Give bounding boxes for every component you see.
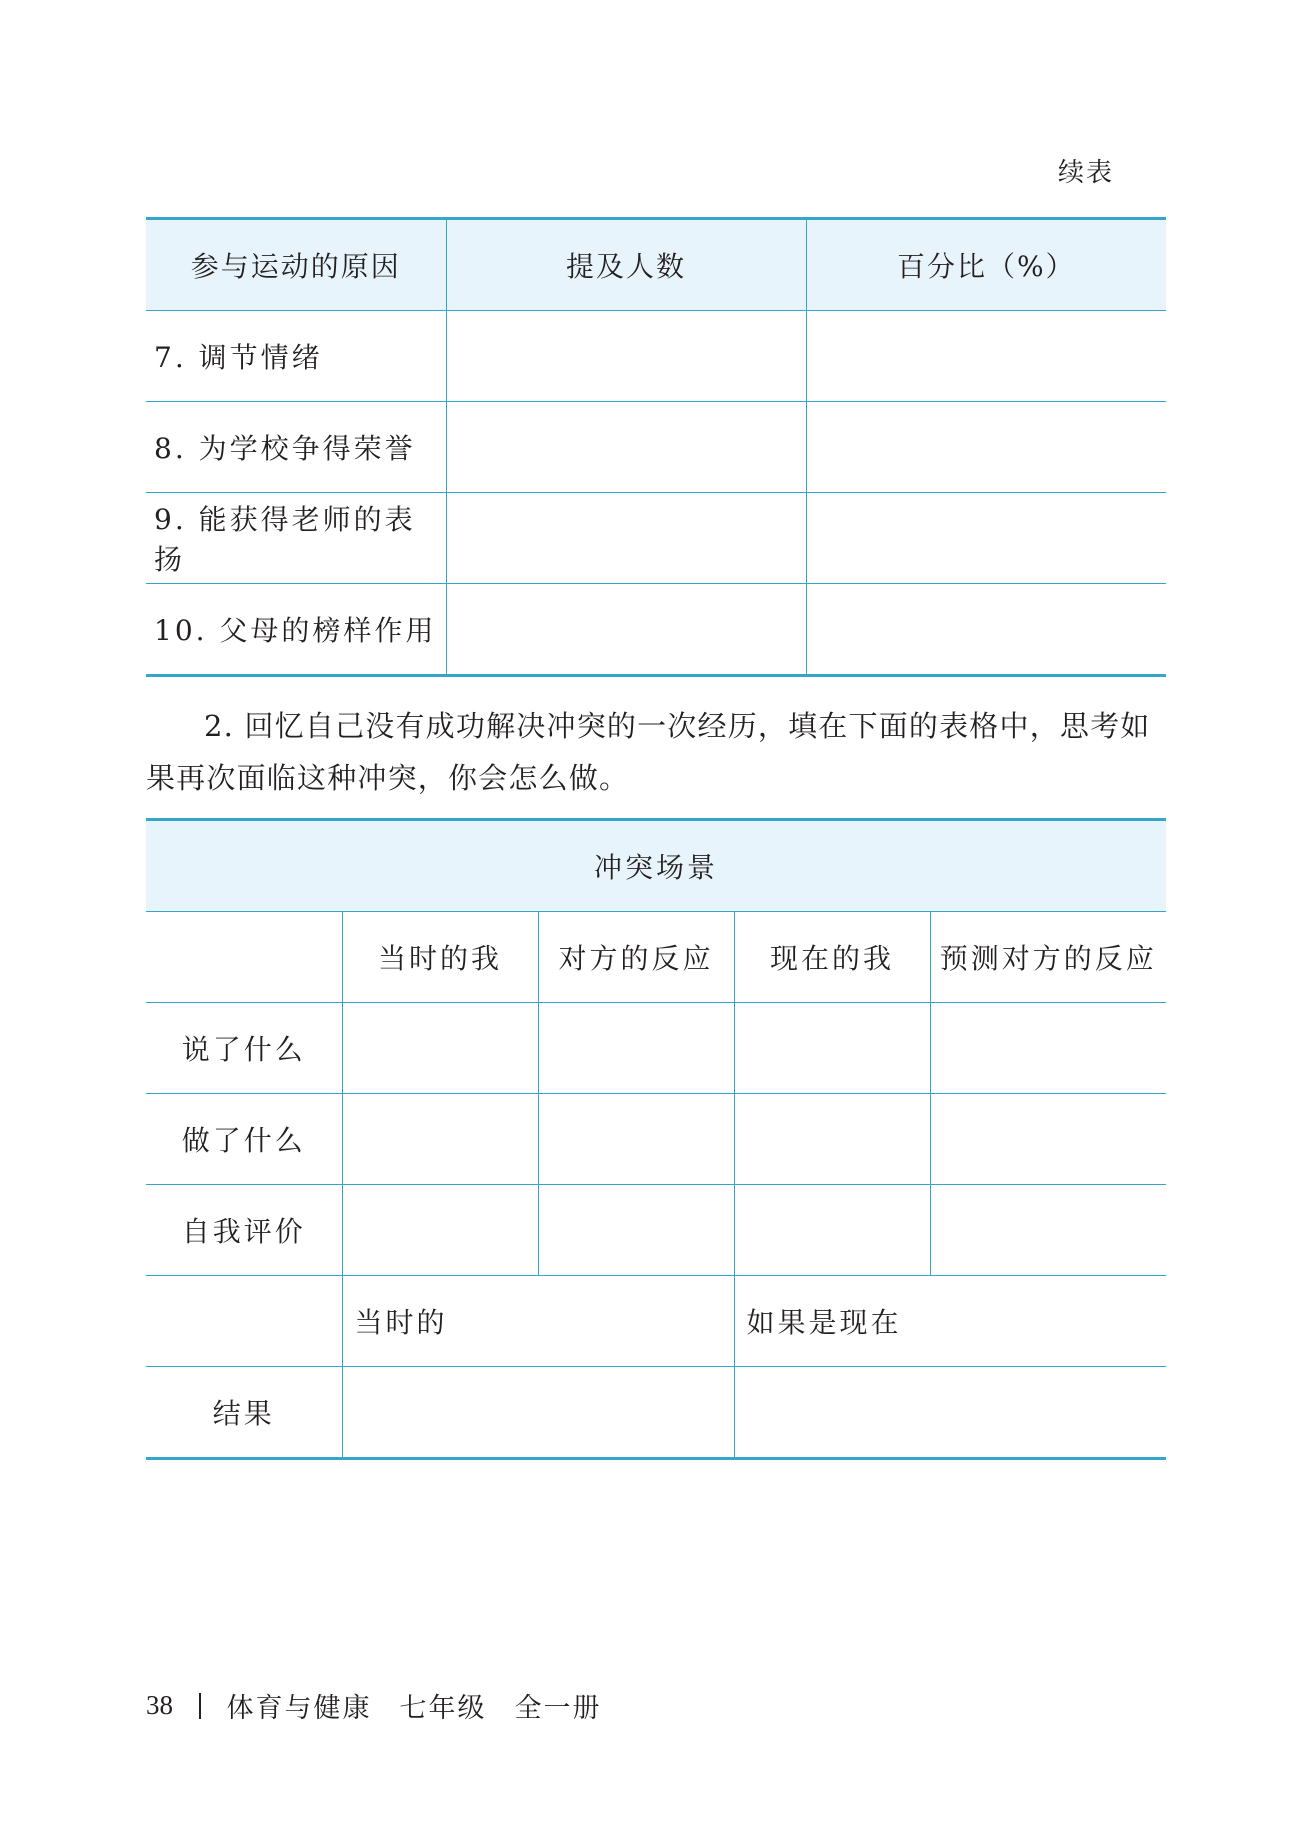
row-label-said: 说了什么 [146,1003,342,1094]
table-row [146,1094,1166,1185]
column-header-other-reaction: 对方的反应 [538,912,734,1003]
row-label-self-evaluation: 自我评价 [146,1185,342,1276]
count-cell[interactable] [446,402,806,493]
table-row [146,1003,1166,1094]
reason-cell: 7. 调节情绪 [146,311,446,402]
blank-cell[interactable] [538,1094,734,1185]
table-header-row [146,219,1166,311]
table-row [146,493,1166,584]
count-cell[interactable] [446,311,806,402]
outcome-header-then: 当时的 [342,1276,734,1367]
header-reason: 参与运动的原因 [146,219,446,311]
reason-cell: 9. 能获得老师的表扬 [146,493,446,584]
header-count: 提及人数 [446,219,806,311]
page-footer [146,1686,602,1725]
corner-cell [146,912,342,1003]
exercise-reasons-table [146,217,1166,677]
percent-cell[interactable] [806,402,1166,493]
reason-cell: 8. 为学校争得荣誉 [146,402,446,493]
table-row [146,1367,1166,1459]
blank-cell[interactable] [538,1003,734,1094]
page-number: 38 [146,1690,173,1720]
row-label-did: 做了什么 [146,1094,342,1185]
blank-cell[interactable] [538,1185,734,1276]
count-cell[interactable] [446,493,806,584]
outcome-header-row [146,1276,1166,1367]
exercise-instruction-paragraph: 2. 回忆自己没有成功解决冲突的一次经历，填在下面的表格中，思考如果再次面临这种冲突，你会怎么做。 [146,709,1151,795]
footer-divider [199,1693,201,1719]
header-percent: 百分比（%） [806,219,1166,311]
blank-cell[interactable] [930,1185,1166,1276]
column-header-me-then: 当时的我 [342,912,538,1003]
percent-cell[interactable] [806,493,1166,584]
blank-label-cell [146,1276,342,1367]
conflict-scene-table [146,818,1166,1460]
blank-cell[interactable] [930,1094,1166,1185]
percent-cell[interactable] [806,311,1166,402]
blank-cell[interactable] [734,1094,930,1185]
book-grade: 七年级 [399,1693,487,1724]
table-row [146,311,1166,402]
table-row [146,402,1166,493]
continued-table-label: 续表 [1058,158,1115,188]
column-header-predicted-reaction: 预测对方的反应 [930,912,1166,1003]
blank-cell[interactable] [734,1003,930,1094]
column-header-me-now: 现在的我 [734,912,930,1003]
table-row [146,584,1166,676]
conflict-scene-title: 冲突场景 [146,820,1166,912]
blank-cell[interactable] [342,1003,538,1094]
blank-cell[interactable] [342,1185,538,1276]
percent-cell[interactable] [806,584,1166,676]
blank-cell[interactable] [930,1003,1166,1094]
outcome-header-now: 如果是现在 [734,1276,1166,1367]
table-row [146,1185,1166,1276]
table-title-row [146,820,1166,912]
column-header-row [146,912,1166,1003]
blank-cell[interactable] [734,1185,930,1276]
blank-cell[interactable] [342,1094,538,1185]
row-label-result: 结果 [146,1367,342,1459]
book-title: 体育与健康 [226,1693,372,1724]
blank-cell[interactable] [734,1367,1166,1459]
book-volume: 全一册 [514,1693,602,1724]
count-cell[interactable] [446,584,806,676]
blank-cell[interactable] [342,1367,734,1459]
reason-cell: 10. 父母的榜样作用 [146,584,446,676]
